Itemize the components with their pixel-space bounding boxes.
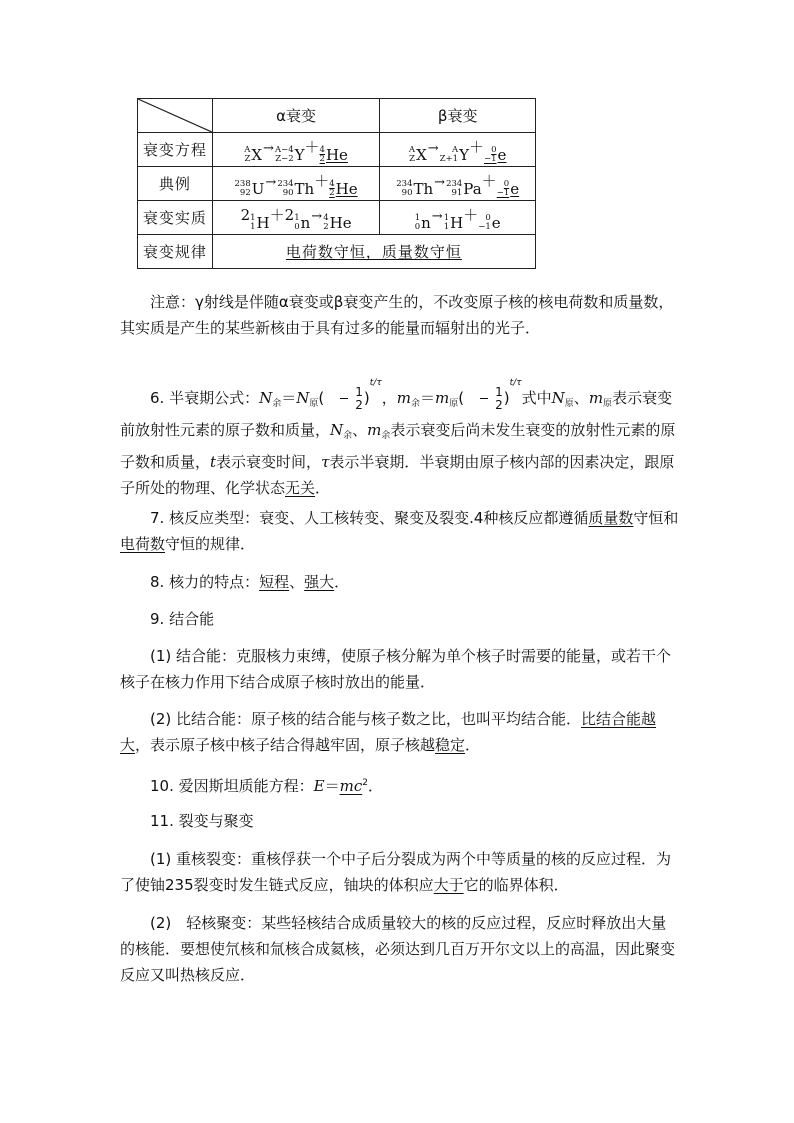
beta-essence: 1 0 n → 1 1 H ＋ 0 −1 e [380,201,536,235]
alpha-decay-header: α衰变 [212,99,380,133]
table-row [138,133,536,167]
nuclear-force-paragraph: 8. 核力的特点：短程、强大． [150,573,350,591]
einstein-equation-paragraph: 10. 爱因斯坦质能方程：$E=mc^2$． [150,777,383,795]
binding-energy-heading: 9. 结合能 [150,610,215,628]
light-fusion-paragraph: (2) 轻核聚变：某些轻核结合成质量较大的核的反应过程，反应时释放出大量的核能．要想使氘核和氚核合成氦核，必须达到几百万开尔文以上的高温，因此聚变反应又叫热核反应． [120,914,676,984]
row-label-equation: 衰变方程 [138,133,213,167]
row-label-law: 衰变规律 [138,235,213,269]
heavy-fission-paragraph: (1) 重核裂变：重核俘获一个中子后分裂成为两个中等质量的核的反应过程．为了使铀235裂变时发生链式反应，铀块的体积应大于它的临界体积． [120,850,672,894]
fraction-one-half: $\frac{1}{2}$ [465,386,503,411]
row-label-essence: 衰变实质 [138,201,213,235]
decay-table [137,98,536,269]
half-life-paragraph: 6. 半衰期公式：$N_余=N_原$( $\frac{1}{2}$ )$^{t/\tau}$，$m_余=m_原$( $\frac{1}{2}$ )$^{t/\tau}$式中$N_原$、$m_原$表示衰变前放射性元素的原子数和质量，$N_余$、$m_余$表示衰变后尚未发生衰变的放射性元素的原子数和质量，t表示衰变时间，τ表示半衰期．半衰期由原子核内部的因素决定，跟原子所处的物理、化学状态无关． [120,378,676,497]
beta-decay-header: β衰变 [380,99,536,133]
binding-energy-definition: (1) 结合能：克服核力束缚，使原子核分解为单个核子时需要的能量，或若干个核子在核力作用下结合成原子核时放出的能量． [120,647,672,691]
alpha-example: 238 92 U → 234 90 Th ＋ 4 2 He [212,167,380,201]
reaction-types-paragraph: 7. 核反应类型：衰变、人工核转变、聚变及裂变.4种核反应都遵循质量数守恒和电荷数守恒的规律． [120,509,679,553]
diagonal-header-cell [138,99,213,133]
note-paragraph: 注意：γ射线是伴随α衰变或β衰变产生的，不改变原子核的核电荷数和质量数，其实质是产生的某些新核由于具有过多的能量而辐射出的光子． [120,293,674,337]
specific-binding-energy: (2) 比结合能：原子核的结合能与核子数之比，也叫平均结合能．比结合能越大，表示原子核中核子结合得越牢固，原子核越稳定． [120,710,657,754]
alpha-equation: A Z X → A−4 Z−2 Y ＋ 4 2 He [212,133,380,167]
table-header-row [138,99,536,133]
beta-example: 234 90 Th → 234 91 Pa ＋ 0 −1 e [380,167,536,201]
table-row [138,167,536,201]
beta-equation: A Z X → A Z+1 Y ＋ 0 −1 e [380,133,536,167]
table-row [138,235,536,269]
alpha-essence: 2 1 1 H ＋2 1 0 n → 4 2 He [212,201,380,235]
row-label-example: 典例 [138,167,213,201]
fission-fusion-heading: 11. 裂变与聚变 [150,812,254,830]
fraction-one-half: $\frac{1}{2}$ [325,386,363,411]
decay-law: 电荷数守恒，质量数守恒 [212,235,535,269]
table-row [138,201,536,235]
